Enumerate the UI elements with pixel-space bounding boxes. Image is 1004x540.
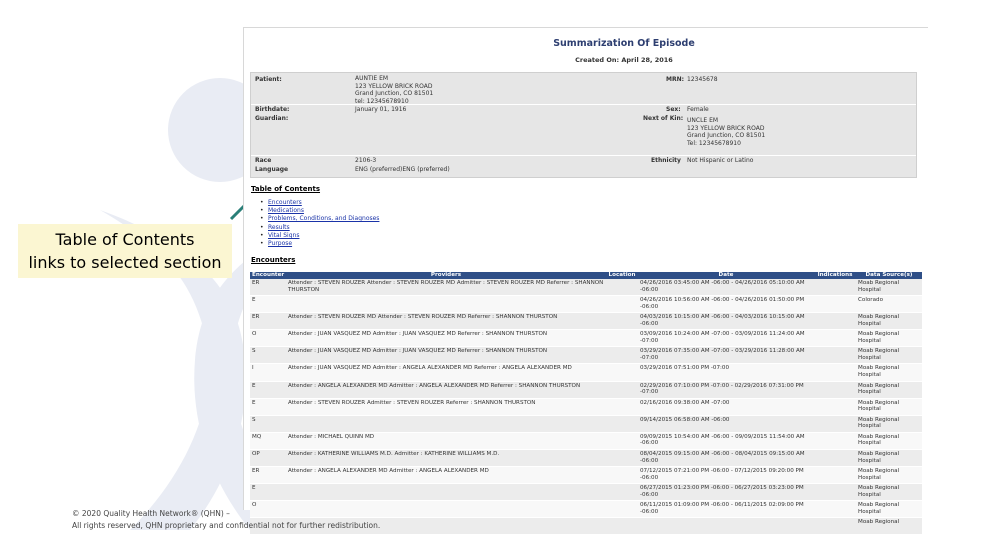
table-row [250, 381, 922, 398]
table-cell-prov: Attender : STEVEN ROUZER Admitter : STEVEN ROUZER Referrer : SHANNON THURSTON [286, 398, 606, 415]
table-cell-ind [814, 364, 856, 381]
divider [251, 104, 916, 105]
table-cell-ind [814, 347, 856, 364]
encounters-table [250, 272, 922, 535]
table-cell-loc [606, 415, 638, 432]
encounters-heading: Encounters [251, 256, 296, 264]
race-label: Race [255, 157, 272, 164]
table-cell-enc: E [250, 296, 286, 313]
nok-name: UNCLE EM [687, 117, 719, 124]
table-row [250, 296, 922, 313]
document-title: Summarization Of Episode [553, 38, 695, 49]
table-cell-ind [814, 467, 856, 484]
table-cell-src: Moab Regional Hospital [856, 432, 922, 449]
sex-value: Female [687, 106, 709, 113]
table-cell-loc [606, 398, 638, 415]
next-of-kin-label: Next of Kin: [643, 115, 684, 122]
table-cell-loc [606, 279, 638, 296]
table-row [250, 484, 922, 501]
patient-tel: tel: 12345678910 [355, 97, 409, 105]
footer-line1: © 2020 Quality Health Network® (QHN) – [72, 509, 230, 518]
table-cell-src: Colorado [856, 296, 922, 313]
toc-link-medications[interactable]: • Medications [260, 207, 379, 215]
table-cell-enc: E [250, 484, 286, 501]
patient-name: AUNTIE EM [355, 75, 389, 82]
table-cell-src: Moab Regional Hospital [856, 381, 922, 398]
table-cell-prov: Attender : ANGELA ALEXANDER MD Admitter : ANGELA ALEXANDER MD Referrer : SHANNON THURSTON [286, 381, 606, 398]
patient-address1: 123 YELLOW BRICK ROAD [355, 82, 433, 90]
table-cell-ind [814, 279, 856, 296]
table-cell-loc [606, 296, 638, 313]
table-cell-date: 02/16/2016 09:38:00 AM -07:00 [638, 398, 814, 415]
table-cell-date: 04/03/2016 10:15:00 AM -06:00 - 04/03/2016 10:15:00 AM -06:00 [638, 313, 814, 330]
table-cell-ind [814, 330, 856, 347]
column-header: Indications [814, 272, 856, 279]
column-header: Data Source(s) [856, 272, 922, 279]
toc-list [260, 199, 379, 248]
table-cell-date: 07/12/2015 07:21:00 PM -06:00 - 07/12/2015 09:20:00 PM -06:00 [638, 467, 814, 484]
table-cell-date: 09/09/2015 10:54:00 AM -06:00 - 09/09/2015 11:54:00 AM -06:00 [638, 432, 814, 449]
table-cell-prov: Attender : STEVEN ROUZER MD Attender : STEVEN ROUZER MD Referrer : SHANNON THURSTON [286, 313, 606, 330]
table-cell-enc: S [250, 347, 286, 364]
ethnicity-label: Ethnicity [651, 157, 681, 164]
table-cell-prov: Attender : JUAN VASQUEZ MD Admitter : JUAN VASQUEZ MD Referrer : SHANNON THURSTON [286, 330, 606, 347]
table-cell-date: 06/27/2015 01:23:00 PM -06:00 - 06/27/2015 03:23:00 PM -06:00 [638, 484, 814, 501]
patient-info-panel [250, 72, 917, 178]
table-cell-date: 04/26/2016 10:56:00 AM -06:00 - 04/26/2016 01:50:00 PM -06:00 [638, 296, 814, 313]
race-value: 2106-3 [355, 157, 377, 164]
toc-link-vital-signs[interactable]: • Vital Signs [260, 232, 379, 240]
language-label: Language [255, 166, 289, 173]
table-cell-src: Moab Regional Hospital [856, 484, 922, 501]
nok-address2: Grand Junction, CO 81501 [687, 132, 766, 139]
table-row [250, 364, 922, 381]
table-cell-enc: O [250, 330, 286, 347]
ethnicity-value: Not Hispanic or Latino [687, 157, 754, 164]
toc-callout-line1: Table of Contents [55, 230, 195, 249]
patient-label: Patient: [255, 76, 282, 83]
table-cell-enc: E [250, 381, 286, 398]
table-cell-enc: ER [250, 467, 286, 484]
birthdate-label: Birthdate: [255, 106, 290, 113]
table-cell-date: 03/29/2016 07:51:00 PM -07:00 [638, 364, 814, 381]
table-row [250, 467, 922, 484]
language-value: ENG (preferred)ENG (preferred) [355, 166, 450, 173]
patient-address-block [355, 75, 433, 105]
table-cell-src: Moab Regional Hospital [856, 279, 922, 296]
sex-label: Sex: [666, 106, 681, 113]
table-cell-date: 04/26/2016 03:45:00 AM -06:00 - 04/26/2016 05:10:00 AM -06:00 [638, 279, 814, 296]
nok-tel: Tel: 12345678910 [687, 139, 741, 147]
table-row [250, 313, 922, 330]
copyright-footer [72, 508, 380, 532]
table-cell-loc [606, 313, 638, 330]
table-cell-src: Moab Regional Hospital [856, 467, 922, 484]
encounters-table-body [250, 279, 922, 535]
table-row [250, 330, 922, 347]
table-cell-loc [606, 330, 638, 347]
table-cell-prov: Attender : MICHAEL QUINN MD [286, 432, 606, 449]
table-cell-src: Moab Regional [856, 518, 922, 535]
toc-link-results[interactable]: • Results [260, 224, 379, 232]
table-row [250, 347, 922, 364]
table-cell-loc [606, 518, 638, 535]
column-header: Providers [286, 272, 606, 279]
table-cell-src: Moab Regional Hospital [856, 449, 922, 466]
table-row [250, 279, 922, 296]
column-header: Encounter [252, 272, 285, 278]
table-cell-src: Moab Regional Hospital [856, 330, 922, 347]
toc-link-problems[interactable]: • Problems, Conditions, and Diagnoses [260, 215, 379, 223]
table-cell-src: Moab Regional Hospital [856, 501, 922, 518]
table-cell-loc [606, 347, 638, 364]
toc-link-encounters[interactable]: • Encounters [260, 199, 379, 207]
next-of-kin-block [687, 117, 765, 147]
table-cell-prov [286, 484, 606, 501]
table-cell-enc: MQ [250, 432, 286, 449]
table-cell-loc [606, 484, 638, 501]
table-row [250, 432, 922, 449]
toc-callout-line2: links to selected section [28, 253, 222, 272]
table-cell-prov [286, 296, 606, 313]
table-cell-date: 06/11/2015 01:09:00 PM -06:00 - 06/11/2015 02:09:00 PM -06:00 [638, 501, 814, 518]
table-cell-date: 09/14/2015 06:58:00 AM -06:00 [638, 415, 814, 432]
table-cell-enc: I [250, 364, 286, 381]
toc-heading: Table of Contents [251, 185, 321, 193]
guardian-label: Guardian: [255, 115, 289, 122]
sample-html-document [243, 27, 928, 526]
mrn-label: MRN: [666, 76, 685, 83]
table-cell-enc: OP [250, 449, 286, 466]
table-cell-enc: ER [250, 313, 286, 330]
table-cell-loc [606, 501, 638, 518]
table-cell-src: Moab Regional Hospital [856, 313, 922, 330]
table-cell-ind [814, 415, 856, 432]
table-cell-ind [814, 501, 856, 518]
table-cell-src: Moab Regional Hospital [856, 364, 922, 381]
table-cell-loc [606, 432, 638, 449]
table-row [250, 449, 922, 466]
table-cell-date: 02/29/2016 07:10:00 PM -07:00 - 02/29/2016 07:31:00 PM -07:00 [638, 381, 814, 398]
table-cell-loc [606, 467, 638, 484]
table-cell-enc: S [250, 415, 286, 432]
table-cell-enc: E [250, 398, 286, 415]
table-row [250, 398, 922, 415]
table-cell-prov: Attender : JUAN VASQUEZ MD Admitter : ANGELA ALEXANDER MD Referrer : ANGELA ALEXANDER MD [286, 364, 606, 381]
table-cell-ind [814, 449, 856, 466]
table-cell-ind [814, 398, 856, 415]
table-cell-prov: Attender : KATHERINE WILLIAMS M.D. Admitter : KATHERINE WILLIAMS M.D. [286, 449, 606, 466]
mrn-value: 12345678 [687, 76, 718, 83]
column-header: Location [606, 272, 638, 279]
table-cell-ind [814, 296, 856, 313]
table-cell-ind [814, 484, 856, 501]
table-cell-prov: Attender : JUAN VASQUEZ MD Admitter : JUAN VASQUEZ MD Referrer : SHANNON THURSTON [286, 347, 606, 364]
table-cell-ind [814, 313, 856, 330]
table-cell-prov: Attender : STEVEN ROUZER Attender : STEVEN ROUZER MD Admitter : STEVEN ROUZER MD Referrer : SHANNON THURSTON [286, 279, 606, 296]
table-cell-loc [606, 364, 638, 381]
table-cell-ind [814, 518, 856, 535]
table-cell-date [638, 518, 814, 535]
birthdate-value: January 01, 1916 [355, 106, 407, 113]
nok-address1: 123 YELLOW BRICK ROAD [687, 124, 765, 132]
footer-line2: All rights reserved, QHN proprietary and confidential not for further redistribution. [72, 521, 381, 530]
table-cell-ind [814, 432, 856, 449]
divider [251, 155, 916, 156]
column-header: Date [638, 272, 814, 279]
table-cell-src: Moab Regional Hospital [856, 398, 922, 415]
table-header-row [250, 272, 922, 279]
table-cell-enc: O [250, 501, 286, 518]
table-row [250, 415, 922, 432]
table-cell-loc [606, 381, 638, 398]
table-cell-date: 08/04/2015 09:15:00 AM -06:00 - 08/04/2015 09:15:00 AM -06:00 [638, 449, 814, 466]
table-cell-src: Moab Regional Hospital [856, 415, 922, 432]
table-cell-ind [814, 381, 856, 398]
table-cell-prov [286, 415, 606, 432]
created-on: Created On: April 28, 2016 [575, 56, 673, 64]
toc-link-purpose[interactable]: • Purpose [260, 240, 379, 248]
table-cell-src: Moab Regional Hospital [856, 347, 922, 364]
table-cell-loc [606, 449, 638, 466]
table-cell-date: 03/09/2016 10:24:00 AM -07:00 - 03/09/2016 11:24:00 AM -07:00 [638, 330, 814, 347]
patient-address2: Grand Junction, CO 81501 [355, 90, 434, 97]
toc-callout [18, 224, 232, 278]
table-cell-prov: Attender : ANGELA ALEXANDER MD Admitter : ANGELA ALEXANDER MD [286, 467, 606, 484]
table-cell-enc: ER [250, 279, 286, 296]
table-cell-date: 03/29/2016 07:35:00 AM -07:00 - 03/29/2016 11:28:00 AM -07:00 [638, 347, 814, 364]
